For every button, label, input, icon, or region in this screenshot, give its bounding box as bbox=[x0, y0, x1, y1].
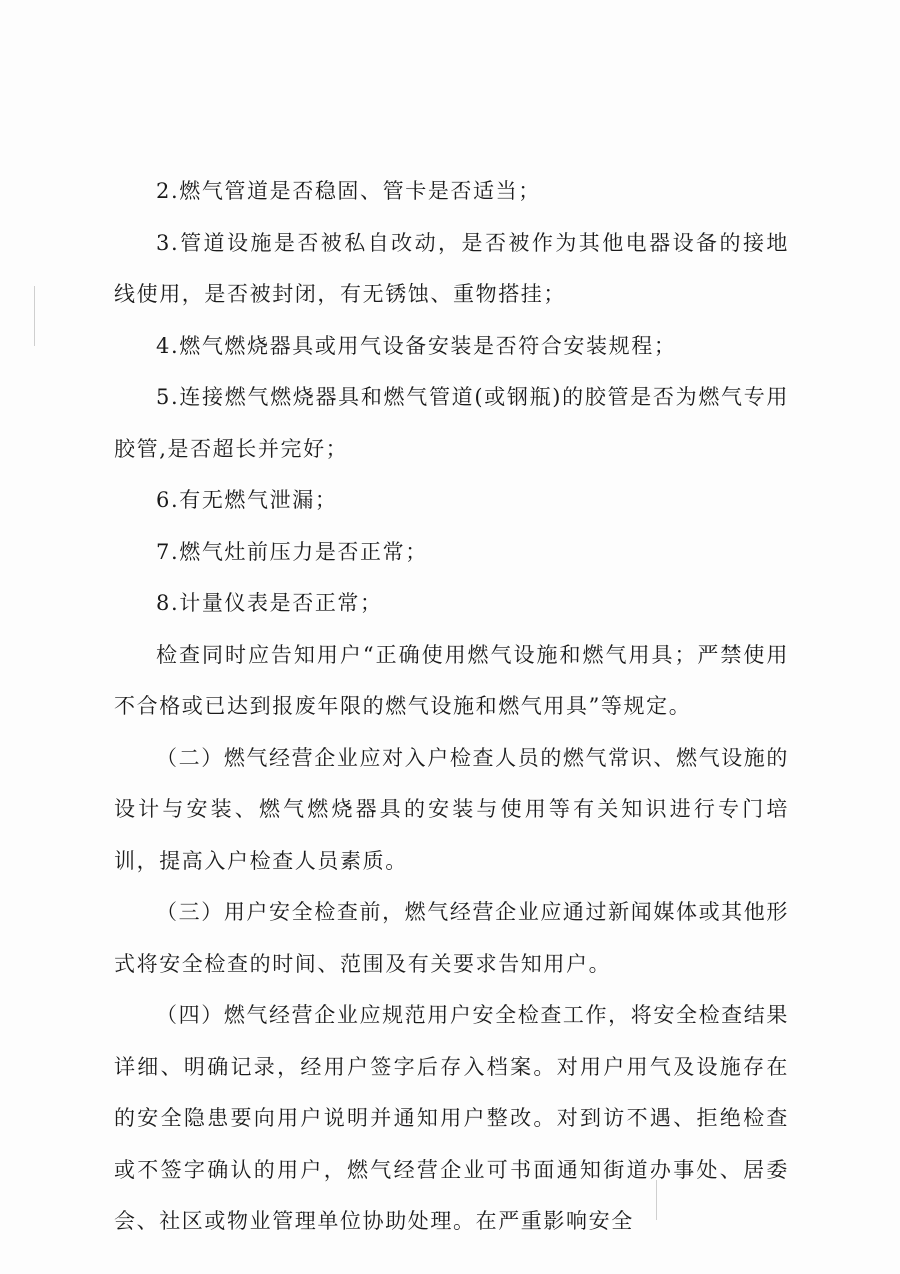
paragraph-item-2: 2.燃气管道是否稳固、管卡是否适当； bbox=[156, 179, 541, 203]
paragraph-section-3: （三）用户安全检查前，燃气经营企业应通过新闻媒体或其他形式将安全检查的时间、范围及有关要求告知用户。 bbox=[114, 900, 789, 976]
paragraph-item-4: 4.燃气燃烧器具或用气设备安装是否符合安装规程； bbox=[156, 333, 677, 358]
paragraph-item-8: 8.计量仪表是否正常； bbox=[156, 591, 383, 615]
paragraph-section-2: （二）燃气经营企业应对入户检查人员的燃气常识、燃气设施的设计与安装、燃气燃烧器具的安装与使用等有关知识进行专门培训，提高入户检查人员素质。 bbox=[114, 745, 789, 873]
paragraph-item-6: 6.有无燃气泄漏； bbox=[156, 488, 338, 512]
document-body bbox=[114, 166, 789, 1248]
paragraph-item-7: 7.燃气灶前压力是否正常； bbox=[156, 539, 428, 564]
scan-artifact-line bbox=[34, 286, 35, 346]
paragraph-item-5: 5.连接燃气燃烧器具和燃气管道(或钢瓶)的胶管是否为燃气专用胶管,是否超长并完好； bbox=[114, 385, 789, 461]
paragraph-item-3: 3.管道设施是否被私自改动，是否被作为其他电器设备的接地线使用，是否被封闭，有无锈蚀、重物搭挂； bbox=[114, 230, 789, 306]
paragraph-notice: 检查同时应告知用户“正确使用燃气设施和燃气用具；严禁使用不合格或已达到报废年限的燃气设施和燃气用具”等规定。 bbox=[114, 642, 789, 718]
paragraph-section-4: （四）燃气经营企业应规范用户安全检查工作，将安全检查结果详细、明确记录，经用户签字后存入档案。对用户用气及设施存在的安全隐患要向用户说明并通知用户整改。对到访不遇、拒绝检查或不签字确认的用户，燃气经营企业可书面通知街道办事处、居委会、社区或物业管理单位协助处理。在严重影响安全 bbox=[114, 1003, 789, 1233]
